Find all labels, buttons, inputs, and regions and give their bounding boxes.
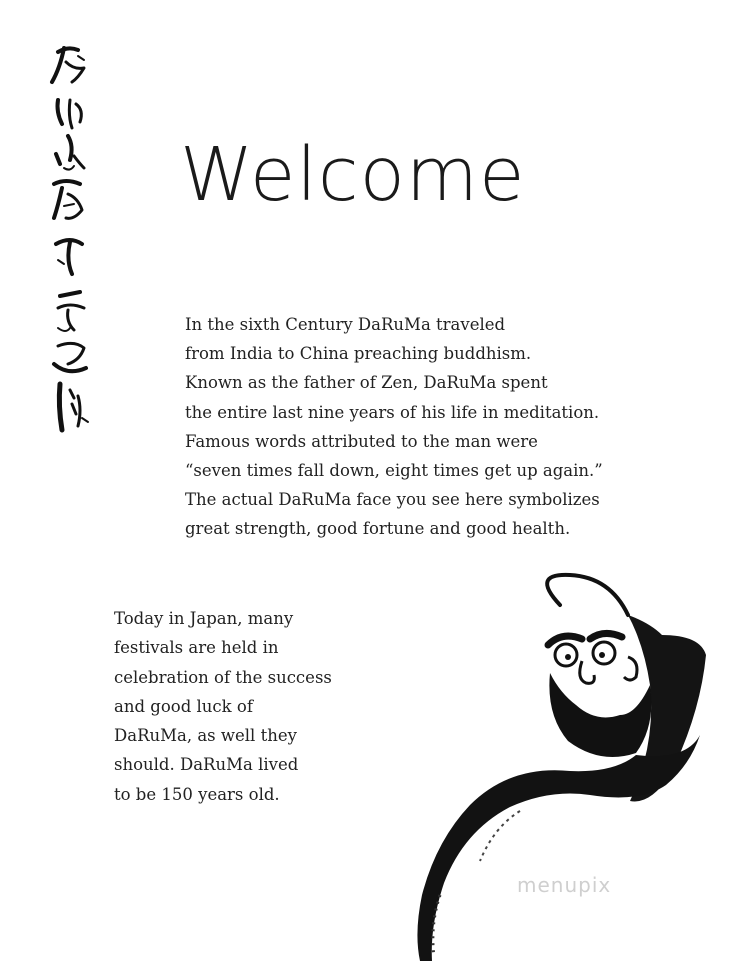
festival-line: should. DaRuMa lived bbox=[114, 755, 299, 775]
festival-line: to be 150 years old. bbox=[114, 784, 280, 804]
intro-line: In the sixth Century DaRuMa traveled bbox=[185, 315, 506, 334]
intro-paragraph bbox=[185, 310, 625, 544]
festival-line: DaRuMa, as well they bbox=[114, 726, 297, 746]
intro-line: Known as the father of Zen, DaRuMa spent bbox=[185, 373, 548, 393]
intro-line: from India to China preaching buddhism. bbox=[185, 344, 532, 364]
intro-line: great strength, good fortune and good health. bbox=[185, 519, 571, 539]
festival-line: celebration of the success bbox=[114, 667, 332, 687]
intro-line: Famous words attributed to the man were bbox=[185, 431, 538, 451]
intro-line: The actual DaRuMa face you see here symbolizes bbox=[185, 490, 600, 510]
intro-line: “seven times fall down, eight times get up again.” bbox=[185, 461, 603, 481]
festival-line: festivals are held in bbox=[114, 638, 279, 658]
intro-line: the entire last nine years of his life in meditation. bbox=[185, 402, 600, 422]
daruma-illustration bbox=[400, 565, 720, 965]
festival-line: Today in Japan, many bbox=[114, 609, 294, 628]
watermark-text: menupix bbox=[517, 873, 612, 897]
festival-line: and good luck of bbox=[114, 696, 253, 716]
page-title: Welcome bbox=[180, 132, 526, 218]
festival-paragraph bbox=[114, 604, 354, 809]
calligraphy-image bbox=[44, 38, 104, 438]
